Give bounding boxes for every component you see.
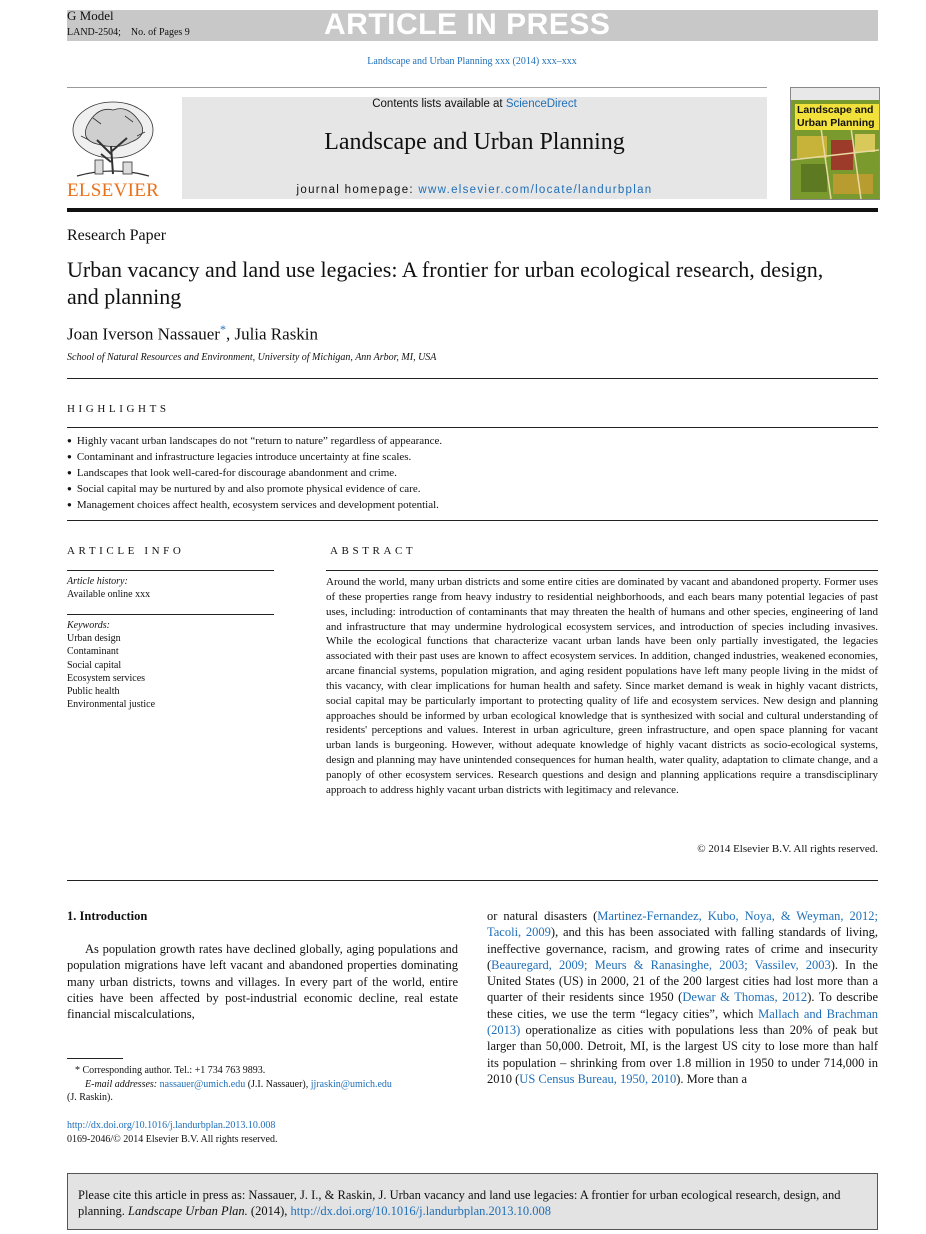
doi-block bbox=[67, 1119, 277, 1147]
homepage-prefix: journal homepage: bbox=[296, 184, 419, 196]
abstract-heading: ABSTRACT bbox=[330, 545, 417, 557]
highlight-item: ● Highly vacant urban landscapes do not “return to nature” regardless of appearance. bbox=[67, 433, 442, 449]
section-heading-introduction: 1. Introduction bbox=[67, 909, 148, 923]
header-rule bbox=[67, 87, 767, 88]
body-text: ). More than a bbox=[676, 1071, 748, 1086]
email-owner: (J. Raskin). bbox=[67, 1092, 113, 1103]
manuscript-id bbox=[67, 27, 190, 38]
contents-available-line bbox=[182, 98, 767, 110]
email-link[interactable]: nassauer@umich.edu bbox=[159, 1078, 246, 1090]
abstract-copyright: © 2014 Elsevier B.V. All rights reserved. bbox=[697, 843, 878, 855]
divider bbox=[67, 614, 274, 615]
cite-text: Please cite this article in press as: Nassauer, J. I., & Raskin, J. Urban vacancy and land use legacies: A frontier for urban ecological research, design, and planning. bbox=[78, 1188, 841, 1219]
body-text: ). To describe these cities, we use the term “legacy cities”, which bbox=[487, 990, 879, 1021]
cover-title: Landscape and Urban Planning bbox=[795, 104, 879, 130]
keyword: Urban design bbox=[67, 633, 121, 644]
highlights-list bbox=[67, 433, 442, 513]
keywords-list bbox=[67, 632, 155, 712]
divider bbox=[67, 570, 274, 571]
cite-this-article-box bbox=[67, 1173, 878, 1230]
reference-link[interactable]: Martinez-Fernandez, Kubo, Noya, & Weyman, 2012; Tacoli, 2009 bbox=[487, 909, 879, 940]
highlights-heading: HIGHLIGHTS bbox=[67, 403, 170, 415]
abstract-text: Around the world, many urban districts and some entire cities are dominated by vacant and abandoned property. Former uses of these properties range from heavy industry to residential neighborhoods, and each bears many potential legacies of past uses, including: introduction of contaminants that may threaten the health of humans and other species, engineering of land and infrastructure that may undermine hydrological ecosystem services, and introduction of species including invasives. While the ecological functions that characterize vacant urban lands have been only partially investigated, the legacies associated with their past uses are known to affect ecosystem services. In addition, changed industries, weakened economies, arcane financial systems, population migration, and aging resident populations have left many people living in the midst of this vacancy, with clear implications for human health and safety. Since market demand is weak in highly vacant districts, social capital may be particularly important to protecting quality of life and ecosystem services. New design and planning approaches should be informed by urban ecological knowledge that is synthesized with social and cultural understanding of residents' perceptions and values. Interest in urban agriculture, green infrastructure, and open space planning for vacant urban lands is burgeoning. However, without adequate knowledge of highly vacant districts as socio-ecological systems, design and planning may have unintended consequences for human health, water quality, adaptation to climate change, and a panoply of other ecosystem services. Research questions and design and planning applications require a transdisciplinary approach to address highly vacant urban districts with legitimacy and relevance. bbox=[326, 576, 878, 796]
reference-link[interactable]: Mallach and Brachman (2013) bbox=[487, 1006, 878, 1038]
elsevier-wordmark: ELSEVIER bbox=[67, 180, 160, 201]
article-info-heading: ARTICLE INFO bbox=[67, 545, 185, 557]
reference-link[interactable]: Dewar & Thomas, 2012 bbox=[682, 990, 808, 1005]
email-owner: (J.I. Nassauer), bbox=[245, 1078, 311, 1090]
email-line bbox=[67, 1078, 458, 1092]
reference-link[interactable]: Beauregard, 2009; Meurs & Ranasinghe, 2003; Vassilev, 2003 bbox=[491, 957, 831, 972]
keyword: Ecosystem services bbox=[67, 672, 146, 684]
cite-year: (2014), bbox=[247, 1204, 291, 1219]
body-text: or natural disasters ( bbox=[487, 909, 598, 923]
body-text: ), and this has been associated with falling standards of living, ineffective governance, racism, and growing rates of crime and insecurity ( bbox=[487, 925, 879, 972]
divider bbox=[67, 378, 878, 379]
highlight-item: ● Landscapes that look well-cared-for discourage abandonment and crime. bbox=[67, 465, 442, 481]
body-text: ). In the United States (US) in 2000, 21 of the 200 largest cities had lost more than a quarter of their residents since 1950 ( bbox=[487, 957, 878, 1005]
issn-line: 0169-2046/© 2014 Elsevier B.V. All rights reserved. bbox=[67, 1134, 278, 1145]
paper-type: Research Paper bbox=[67, 227, 167, 244]
journal-citation-link[interactable]: Landscape and Urban Planning xxx (2014) xxx–xxx bbox=[367, 56, 577, 67]
keyword: Contaminant bbox=[67, 646, 119, 658]
divider bbox=[67, 427, 878, 428]
divider bbox=[67, 880, 878, 881]
email-link[interactable]: jjraskin@umich.edu bbox=[310, 1078, 392, 1090]
journal-cover-image bbox=[790, 87, 880, 200]
intro-paragraph-left: As population growth rates have declined globally, aging populations and population migrations have left vacant and abandoned properties dominating many urban districts, towns and villages. In every part of the world, entire cities have been affected by post-industrial economic decline, real estate financial miscalculations, bbox=[67, 942, 458, 1022]
highlight-item: ● Contaminant and infrastructure legacies introduce uncertainty at fine scales. bbox=[67, 449, 442, 465]
cite-doi-link[interactable]: http://dx.doi.org/10.1016/j.landurbplan.2013.10.008 bbox=[290, 1204, 552, 1219]
keyword: Public health bbox=[67, 686, 120, 698]
keyword: Environmental justice bbox=[67, 699, 156, 711]
article-history-value: Available online xxx bbox=[67, 589, 151, 600]
footnote bbox=[67, 1064, 458, 1105]
g-model-label: G Model bbox=[67, 8, 114, 23]
journal-homepage-line bbox=[182, 184, 767, 196]
page-count: No. of Pages 9 bbox=[130, 27, 190, 38]
highlight-item: ● Management choices affect health, ecosystem services and development potential. bbox=[67, 497, 442, 513]
article-title: Urban vacancy and land use legacies: A frontier for urban ecological research, design, and planning bbox=[67, 257, 824, 309]
article-history-label: Article history: bbox=[67, 576, 128, 587]
corresponding-author-note: * Corresponding author. Tel.: +1 734 763 9893. bbox=[75, 1065, 266, 1076]
header-thick-rule bbox=[67, 208, 878, 212]
sciencedirect-link[interactable]: ScienceDirect bbox=[505, 98, 577, 110]
divider bbox=[326, 570, 878, 571]
footnote-rule bbox=[67, 1058, 123, 1059]
corresponding-author-mark[interactable]: * bbox=[219, 322, 226, 336]
email-label: E-mail addresses: bbox=[85, 1078, 158, 1090]
keywords-label: Keywords: bbox=[67, 620, 110, 631]
divider bbox=[67, 520, 878, 521]
author-nassauer[interactable]: Joan Iverson Nassauer bbox=[67, 324, 220, 344]
article-in-press-banner: ARTICLE IN PRESS bbox=[324, 8, 611, 41]
body-text: operationalize as cities with populations less than 20% of peak but larger than 50,000. Detroit, MI, is the largest US city to lose more than half its population – shrinking from over 1.8 million in 1950 to under 714,000 in 2010 ( bbox=[487, 1023, 878, 1086]
contents-prefix: Contents lists available at bbox=[372, 98, 506, 110]
cite-journal: Landscape Urban Plan. bbox=[128, 1204, 248, 1219]
author-raskin[interactable]: , Julia Raskin bbox=[225, 324, 319, 344]
journal-title: Landscape and Urban Planning bbox=[324, 129, 625, 155]
highlight-item: ● Social capital may be nurtured by and also promote physical evidence of care. bbox=[67, 481, 442, 497]
homepage-link[interactable]: www.elsevier.com/locate/landurbplan bbox=[418, 184, 653, 196]
land-id: LAND-2504; bbox=[67, 27, 121, 38]
reference-link[interactable]: US Census Bureau, 1950, 2010 bbox=[519, 1071, 677, 1086]
affiliation: School of Natural Resources and Environment, University of Michigan, Ann Arbor, MI, USA bbox=[67, 352, 437, 363]
author-list bbox=[67, 322, 318, 345]
doi-link[interactable]: http://dx.doi.org/10.1016/j.landurbplan.2013.10.008 bbox=[67, 1120, 276, 1131]
keyword: Social capital bbox=[67, 659, 122, 671]
intro-paragraph-right bbox=[487, 908, 878, 1087]
